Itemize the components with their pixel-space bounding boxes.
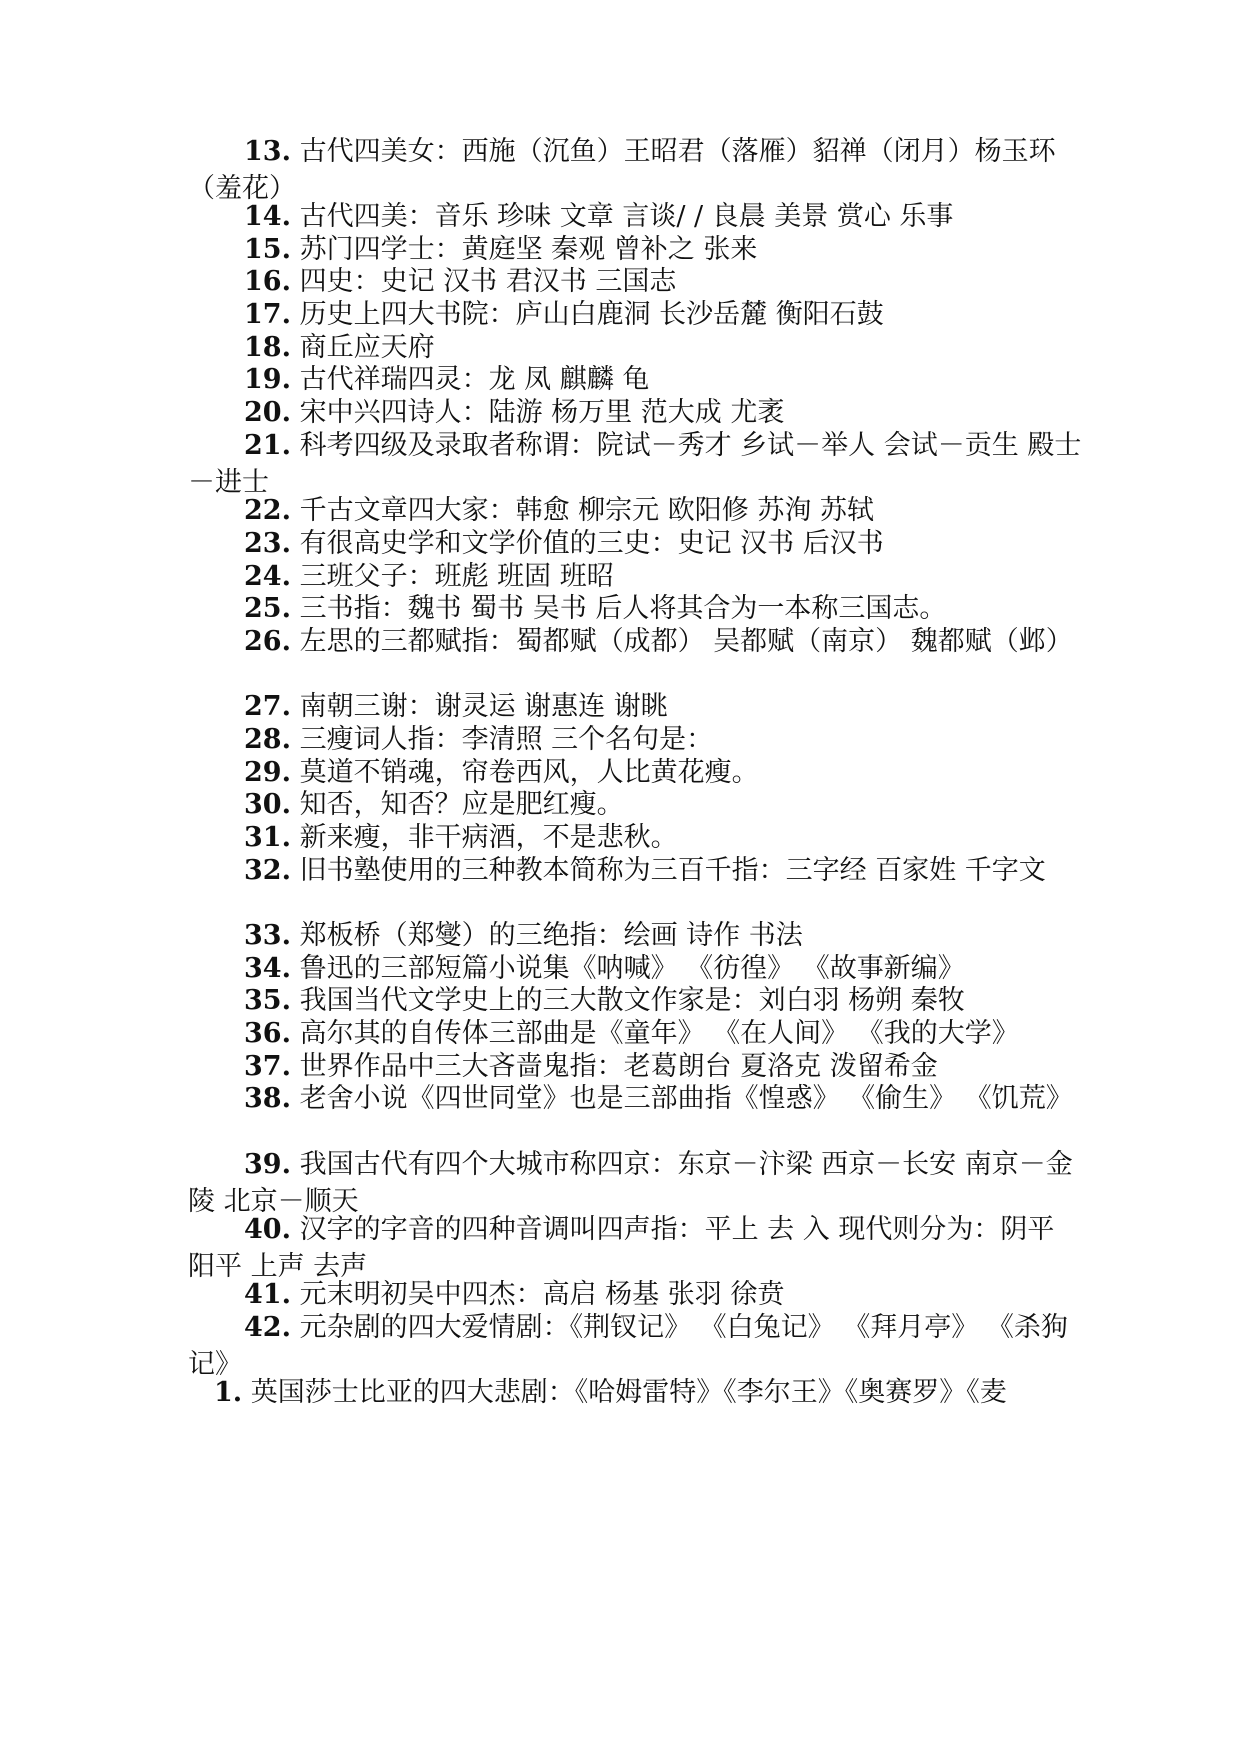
- list-item: [188, 787, 1088, 824]
- item-number: 21.: [244, 430, 291, 461]
- list-item: [188, 1212, 1088, 1285]
- item-number: 34.: [244, 953, 291, 984]
- list-item: [188, 624, 1088, 661]
- item-text: 元末明初吴中四杰：高启 杨基 张羽 徐贲: [299, 1279, 785, 1310]
- item-number: 13.: [244, 136, 291, 167]
- item-number: 30.: [244, 789, 291, 820]
- item-text: 三书指：魏书 蜀书 吴书 后人将其合为一本称三国志。: [299, 593, 947, 624]
- item-number: 42.: [244, 1312, 291, 1343]
- item-number: 35.: [244, 985, 291, 1016]
- item-text: 左思的三都赋指：蜀都赋（成都） 吴都赋（南京） 魏都赋（邺）: [299, 626, 1073, 657]
- item-text: 苏门四学士：黄庭坚 秦观 曾补之 张来: [299, 234, 758, 265]
- item-number: 41.: [244, 1279, 291, 1310]
- list-item: [188, 1277, 1088, 1314]
- item-number: 27.: [244, 691, 291, 722]
- item-number: 19.: [244, 364, 291, 395]
- item-number: 1.: [214, 1377, 243, 1408]
- item-number: 37.: [244, 1051, 291, 1082]
- item-number: 36.: [244, 1018, 291, 1049]
- list-item: [188, 918, 1088, 955]
- item-number: 31.: [244, 822, 291, 853]
- item-text: 古代四美女：西施（沉鱼）王昭君（落雁）貂禅（闭月）杨玉环（羞花）: [188, 136, 1056, 204]
- item-text: 英国莎士比亚的四大悲剧：《哈姆雷特》《李尔王》《奥赛罗》《麦: [250, 1377, 1007, 1408]
- list-item: [188, 1375, 1088, 1412]
- item-number: 24.: [244, 561, 291, 592]
- item-text: 商丘应天府: [299, 332, 435, 363]
- item-text: 历史上四大书院：庐山白鹿洞 长沙岳麓 衡阳石鼓: [299, 299, 884, 330]
- item-number: 25.: [244, 593, 291, 624]
- list-item: [188, 264, 1088, 301]
- list-item: [188, 297, 1088, 334]
- item-text: 宋中兴四诗人：陆游 杨万里 范大成 尤袤: [299, 397, 785, 428]
- item-number: 16.: [244, 266, 291, 297]
- item-text: 鲁迅的三部短篇小说集《呐喊》 《彷徨》 《故事新编》: [299, 953, 965, 984]
- list-item: [188, 591, 1088, 628]
- item-text: 古代祥瑞四灵：龙 凤 麒麟 龟: [299, 364, 650, 395]
- item-text: 汉字的字音的四种音调叫四声指：平上 去 入 现代则分为：阴平 阳平 上声 去声: [188, 1214, 1055, 1282]
- item-text: 知否，知否？应是肥红瘦。: [299, 789, 624, 820]
- list-item: [188, 428, 1088, 501]
- item-number: 17.: [244, 299, 291, 330]
- list-item: [188, 1310, 1088, 1383]
- item-text: 世界作品中三大吝啬鬼指：老葛朗台 夏洛克 泼留希金: [299, 1051, 938, 1082]
- item-number: 28.: [244, 724, 291, 755]
- item-number: 18.: [244, 332, 291, 363]
- list-item: [188, 820, 1088, 857]
- item-number: 39.: [244, 1149, 291, 1180]
- item-text: 科考四级及录取者称谓：院试－秀才 乡试－举人 会试－贡生 殿士－进士: [188, 430, 1082, 498]
- item-text: 旧书塾使用的三种教本简称为三百千指：三字经 百家姓 千字文: [299, 855, 1046, 886]
- item-text: 元杂剧的四大爱情剧：《荆钗记》 《白兔记》 《拜月亭》 《杀狗记》: [188, 1312, 1068, 1380]
- item-number: 26.: [244, 626, 291, 657]
- item-number: 14.: [244, 201, 291, 232]
- item-text: 新来瘦，非干病酒，不是悲秋。: [299, 822, 678, 853]
- list-item: [188, 526, 1088, 563]
- item-number: 38.: [244, 1083, 291, 1114]
- item-text: 三班父子：班彪 班固 班昭: [299, 561, 614, 592]
- list-item: [188, 722, 1088, 759]
- item-text: 古代四美：音乐 珍味 文章 言谈/ / 良晨 美景 赏心 乐事: [299, 201, 954, 232]
- list-item: [188, 1016, 1088, 1053]
- item-number: 33.: [244, 920, 291, 951]
- item-number: 40.: [244, 1214, 291, 1245]
- list-item: [188, 1147, 1088, 1220]
- item-text: 我国当代文学史上的三大散文作家是：刘白羽 杨朔 秦牧: [299, 985, 965, 1016]
- list-item: [188, 1081, 1088, 1118]
- list-item: [188, 395, 1088, 432]
- item-text: 有很高史学和文学价值的三史：史记 汉书 后汉书: [299, 528, 884, 559]
- item-text: 郑板桥（郑燮）的三绝指：绘画 诗作 书法: [299, 920, 803, 951]
- item-number: 20.: [244, 397, 291, 428]
- list-item: [188, 853, 1088, 890]
- item-number: 32.: [244, 855, 291, 886]
- list-item: [188, 199, 1088, 236]
- list-item: [188, 983, 1088, 1020]
- list-item: [188, 134, 1088, 207]
- item-number: 23.: [244, 528, 291, 559]
- item-text: 四史：史记 汉书 君汉书 三国志: [299, 266, 677, 297]
- list-item: [188, 689, 1088, 726]
- item-text: 莫道不销魂，帘卷西风，人比黄花瘦。: [299, 757, 759, 788]
- item-number: 22.: [244, 495, 291, 526]
- item-text: 老舍小说《四世同堂》也是三部曲指《惶惑》 《偷生》 《饥荒》: [299, 1083, 1073, 1114]
- item-number: 15.: [244, 234, 291, 265]
- item-text: 高尔其的自传体三部曲是《童年》 《在人间》 《我的大学》: [299, 1018, 1019, 1049]
- item-text: 南朝三谢：谢灵运 谢惠连 谢眺: [299, 691, 668, 722]
- item-number: 29.: [244, 757, 291, 788]
- item-text: 我国古代有四个大城市称四京：东京－汴梁 西京－长安 南京－金陵 北京－顺天: [188, 1149, 1073, 1217]
- item-text: 三瘦词人指：李清照 三个名句是：: [299, 724, 714, 755]
- list-item: [188, 493, 1088, 530]
- item-text: 千古文章四大家：韩愈 柳宗元 欧阳修 苏洵 苏轼: [299, 495, 874, 526]
- list-item: [188, 362, 1088, 399]
